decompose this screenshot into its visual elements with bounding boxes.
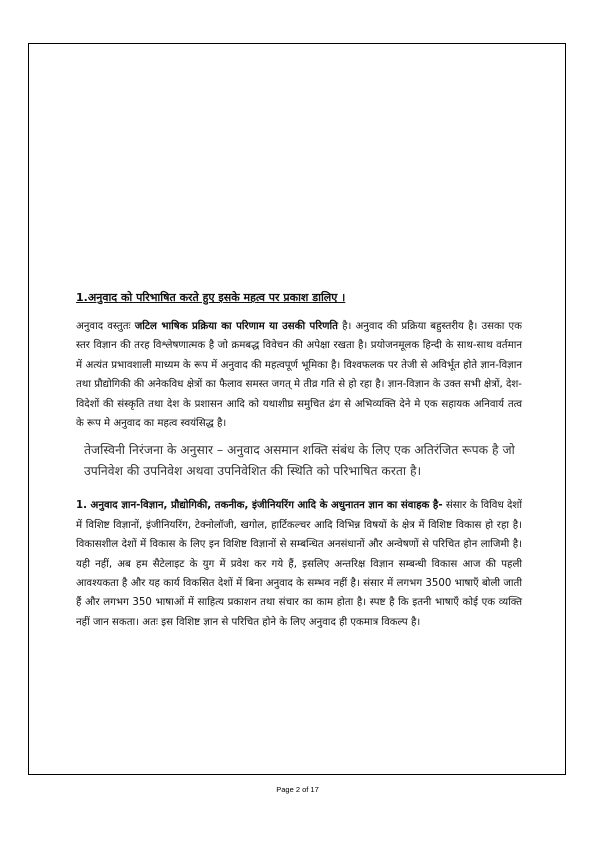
point-paragraph — [76, 496, 522, 632]
quote-paragraph: तेजस्विनी निरंजना के अनुसार – अनुवाद असमान शक्ति संबंध के लिए एक अतिरंजित रूपक है जो उपनिवेश की उपनिवेश अथवा उपनिवेशित की स्थिति को परिभाषित करता है। — [84, 443, 515, 479]
section-heading: 1.अनुवाद को परिभाषित करते हुए इसके महत्व पर प्रकाश डालिए । — [76, 291, 346, 304]
document-body — [76, 290, 522, 632]
point-heading: 1. अनुवाद ज्ञान-विज्ञान, प्रौद्योगिकी, तकनीक, इंजीनियरिंग आदि के अधुनातन ज्ञान का संवाहक है- — [76, 500, 443, 512]
point-text: संसार के विविध देशों में विशिष्ट विज्ञानों, इंजीनियरिंग, टेक्नोलॉजी, खगोल, हार्टिकल्चर आदि विभिन्न विषयों के क्षेत्र में विशिष्ट विकास हो रहा है। विकासशील देशों में विकास के लिए इन विशिष्ट विज्ञानों से सम्बन्धित अनसंधानों और अन्वेषणों से परिचित होन लाजिमी है। यही नहीं, अब हम सैटेलाइट के युग में प्रवेश कर गये हैं, इसलिए अन्तरिक्ष विज्ञान सम्बन्धी विकास आज की पहली आवश्यकता है और यह कार्य विकसित देशों में बिना अनुवाद के सम्भव नहीं है। संसार में लगभग 3500 भाषाएँ बोली जाती हैं और लगभग 350 भाषाओं में साहित्य प्रकाशन तथा संचार का काम होता है। स्पष्ट है कि इतनी भाषाएँ कोई एक व्यक्ति नहीं जान सकता। अतः इस विशिष्ट ज्ञान से परिचित होने के लिए अनुवाद ही एकमात्र विकल्प है। — [76, 500, 523, 628]
intro-paragraph-rest: है। अनुवाद की प्रक्रिया बहुस्तरीय है। उसका एक स्तर विज्ञान की तरह विश्लेषणात्मक है जो क्रमबद्ध विवेचन की अपेक्षा रखता है। प्रयोजनमूलक हिन्दी के साथ-साथ वर्तमान में अत्यंत प्रभावशाली माध्यम के रूप में अनुवाद की महत्वपूर्ण भूमिका है। विश्वफलक पर तेजी से अविर्भूत होते ज्ञान-विज्ञान तथा प्रौद्योगिकी की अनेकविध क्षेत्रों का फैलाव समस्त जगत् मे तीव्र गति से हो रहा है। ज्ञान-विज्ञान के उक्त सभी क्षेत्रों, देश-विदेशों की संस्कृति तथा देश के प्रशासन आदि को यथाशीघ्र समुचित ढंग से अभिव्यक्ति देने मे एक सहायक अनिवार्य तत्व के रूप मे अनुवाद का महत्व स्वयंसिद्ध है। — [76, 321, 522, 430]
intro-paragraph-bold: जटिल भाषिक प्रक्रिया का परिणाम या उसकी परिणति — [134, 321, 338, 332]
intro-paragraph-start: अनुवाद वस्तुतः — [76, 321, 135, 332]
page-number: Page 2 of 17 — [276, 785, 319, 794]
intro-paragraph — [76, 317, 522, 433]
